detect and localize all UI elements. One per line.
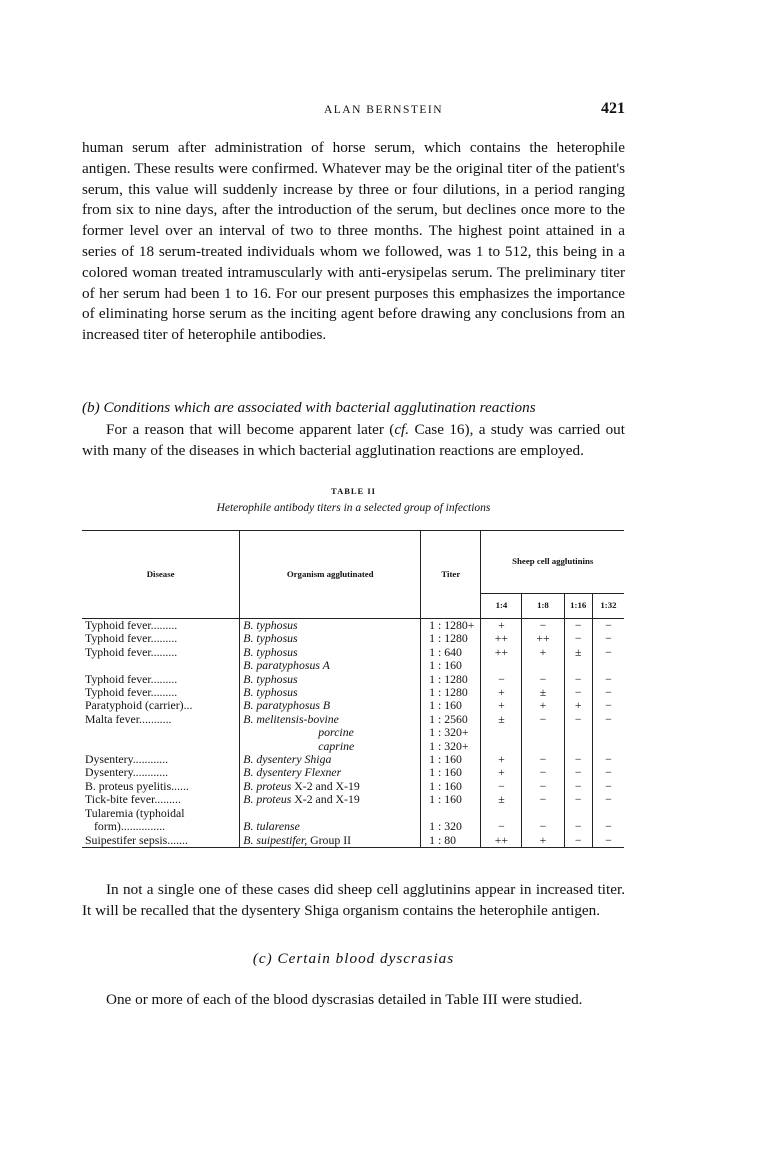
table-row [82, 619, 624, 633]
cell-disease: Tick-bite fever......... [85, 792, 181, 807]
cell-titer: 1 : 1280 [421, 686, 481, 699]
paragraph-1 [82, 138, 625, 346]
cell-disease: Malta fever........... [85, 711, 172, 726]
header-dilution-1-4: 1:4 [481, 594, 522, 619]
cell-titer: 1 : 80 [421, 834, 481, 848]
cell-organism: B. typhosus [240, 646, 421, 659]
cell-1-16: − [564, 619, 592, 633]
cell-organism: B. paratyphosus B [240, 699, 421, 712]
cell-1-8: ++ [522, 632, 564, 645]
cell-1-8: − [522, 619, 564, 633]
cell-1-32: − [592, 713, 624, 726]
header-titer: Titer [421, 531, 481, 619]
cell-1-8: − [522, 753, 564, 766]
cell-1-32: − [592, 780, 624, 793]
table-row [82, 659, 624, 672]
cell-1-32: − [592, 699, 624, 712]
page-number: 421 [601, 100, 625, 117]
cell-1-32: − [592, 632, 624, 645]
cell-1-32 [592, 740, 624, 753]
cell-1-4: ++ [481, 632, 522, 645]
paragraph-2 [82, 420, 625, 462]
table-caption: Heterophile antibody titers in a selected group of infections [216, 502, 491, 514]
cell-1-8: − [522, 713, 564, 726]
cell-1-16: − [564, 632, 592, 645]
cell-disease [82, 726, 240, 739]
cell-1-16 [564, 659, 592, 672]
cell-titer: 1 : 1280 [421, 673, 481, 686]
cell-organism: B. typhosus [240, 632, 421, 645]
cell-disease: Dysentery............ [85, 765, 169, 780]
cell-organism: B. dysentery Flexner [240, 766, 421, 779]
p2-before: For a reason that will become apparent later ( [106, 421, 395, 438]
cell-titer: 1 : 1280 [421, 632, 481, 645]
cell-1-8: ± [522, 686, 564, 699]
cell-titer: 1 : 320+ [421, 726, 481, 739]
cell-1-16: − [564, 713, 592, 726]
cell-1-16: − [564, 780, 592, 793]
cell-1-4: + [481, 686, 522, 699]
organism-roman: X-2 and X-19 [291, 792, 360, 807]
cell-1-8: + [522, 699, 564, 712]
cell-1-16 [564, 726, 592, 739]
table-row [82, 726, 624, 739]
cell-1-16: − [564, 820, 592, 833]
cell-organism [240, 780, 421, 793]
cell-1-8: − [522, 766, 564, 779]
cell-titer: 1 : 640 [421, 646, 481, 659]
cell-organism: porcine [240, 726, 421, 739]
cell-disease: Tularemia (typhoidal [85, 805, 185, 820]
cell-1-16: − [564, 766, 592, 779]
table-row [82, 699, 624, 712]
cell-1-8: − [522, 793, 564, 806]
cell-1-8 [522, 740, 564, 753]
cell-1-32: − [592, 619, 624, 633]
cell-disease: Typhoid fever......... [85, 618, 178, 632]
cell-1-16: − [564, 834, 592, 848]
cell-1-8 [522, 726, 564, 739]
cell-disease: Paratyphoid (carrier)... [85, 698, 193, 713]
cell-titer: 1 : 160 [421, 659, 481, 672]
cell-organism [240, 834, 421, 848]
cell-organism: caprine [240, 740, 421, 753]
header-dilution-1-8: 1:8 [522, 594, 564, 619]
organism-italic: B. proteus [243, 792, 292, 807]
organism-roman: X-2 and X-19 [291, 778, 360, 793]
header-dilution-1-32: 1:32 [592, 594, 624, 619]
subheading-c: (c) Certain blood dyscrasias [252, 950, 455, 967]
cell-1-16: ± [564, 646, 592, 659]
cell-1-16: − [564, 753, 592, 766]
cell-1-4: ± [481, 793, 522, 806]
cell-1-16: − [564, 793, 592, 806]
cell-1-32: − [592, 820, 624, 833]
cell-1-8: − [522, 780, 564, 793]
paragraph-3 [82, 880, 625, 922]
cell-organism [240, 793, 421, 806]
p2-after: Case 16), a study was carried out with many of the diseases in which bacterial agglutination reactions are employed. [82, 421, 625, 459]
header-dilution-1-16: 1:16 [564, 594, 592, 619]
p2-cf: cf. [394, 421, 410, 438]
cell-1-8: + [522, 834, 564, 848]
subheading-b: (b) Conditions which are associated with bacterial agglutination reactions [82, 399, 536, 416]
paragraph-2-text [82, 420, 625, 462]
cell-titer: 1 : 320 [421, 820, 481, 833]
cell-1-32: − [592, 834, 624, 848]
cell-1-16: − [564, 686, 592, 699]
cell-disease: Suipestifer sepsis....... [85, 832, 188, 847]
cell-1-32 [592, 807, 624, 820]
cell-1-8 [522, 807, 564, 820]
table-row [82, 673, 624, 686]
paragraph-4 [82, 990, 625, 1011]
table-row [82, 780, 624, 793]
organism-roman: Group II [307, 832, 352, 847]
cell-1-8: + [522, 646, 564, 659]
cell-1-4: − [481, 820, 522, 833]
cell-1-4 [481, 659, 522, 672]
cell-titer: 1 : 160 [421, 780, 481, 793]
cell-disease [82, 659, 240, 672]
cell-disease: Typhoid fever......... [85, 671, 178, 686]
cell-1-4: − [481, 780, 522, 793]
titer-table [82, 530, 624, 848]
cell-1-4: − [481, 673, 522, 686]
table-row [82, 740, 624, 753]
organism-italic: B. proteus [243, 778, 292, 793]
cell-disease: form)............... [94, 819, 166, 834]
cell-1-4: + [481, 699, 522, 712]
cell-1-32: − [592, 753, 624, 766]
cell-1-4: + [481, 766, 522, 779]
table-row [82, 632, 624, 645]
cell-1-32: − [592, 673, 624, 686]
table-label: TABLE II [331, 486, 376, 496]
cell-1-4: + [481, 753, 522, 766]
cell-1-4: ± [481, 713, 522, 726]
cell-disease: Typhoid fever......... [85, 644, 178, 659]
cell-1-16 [564, 807, 592, 820]
cell-organism: B. paratyphosus A [240, 659, 421, 672]
cell-disease: Dysentery............ [85, 752, 169, 767]
table-row [82, 793, 624, 806]
cell-1-4: ++ [481, 646, 522, 659]
cell-1-32 [592, 726, 624, 739]
cell-organism: B. tularense [240, 820, 421, 833]
cell-1-32 [592, 659, 624, 672]
table-row [82, 753, 624, 766]
cell-1-4 [481, 807, 522, 820]
cell-titer: 1 : 160 [421, 753, 481, 766]
cell-organism: B. typhosus [240, 686, 421, 699]
cell-1-8: − [522, 673, 564, 686]
cell-1-4: ++ [481, 834, 522, 848]
cell-disease: Typhoid fever......... [85, 631, 178, 646]
table-row [82, 820, 624, 833]
table-row [82, 686, 624, 699]
table-row [82, 766, 624, 779]
paragraph-3-text: In not a single one of these cases did sheep cell agglutinins appear in increased titer. It will be recalled that the dysentery Shiga organism contains the heterophile antigen. [82, 881, 625, 919]
cell-organism: B. melitensis-bovine [240, 713, 421, 726]
cell-titer: 1 : 160 [421, 793, 481, 806]
table-row [82, 713, 624, 726]
cell-1-16: − [564, 673, 592, 686]
paragraph-1-text: human serum after administration of horse serum, which contains the heterophile antigen. These results were confirmed. Whatever may be the original titer of the patient's serum, this value will suddenly increase by three or four dilutions, in a period ranging from six to nine days, after the introduction of the serum, but declines once more to the former level over an interval of two to three months. The highest point attained in a series of 18 serum-treated individuals whom we followed, was 1 to 512, this being in a colored woman treated intramuscularly with anti-erysipelas serum. The preliminary titer of her serum had been 1 to 16. For our present purposes this emphasizes the importance of eliminating horse serum as the inciting agent before drawing any conclusions from an increased titer of heterophile antibodies. [82, 139, 625, 344]
header-disease: Disease [82, 531, 240, 619]
cell-1-4 [481, 740, 522, 753]
cell-titer [421, 807, 481, 820]
paragraph-4-text: One or more of each of the blood dyscrasias detailed in Table III were studied. [106, 991, 583, 1008]
table-row [82, 834, 624, 848]
cell-titer: 1 : 1280+ [421, 619, 481, 633]
cell-1-32: − [592, 793, 624, 806]
header-sheep-cell: Sheep cell agglutinins [481, 531, 624, 594]
cell-1-8: − [522, 820, 564, 833]
cell-1-4: + [481, 619, 522, 633]
cell-1-8 [522, 659, 564, 672]
organism-italic: B. suipestifer, [243, 832, 308, 847]
cell-1-32: − [592, 766, 624, 779]
cell-1-4 [481, 726, 522, 739]
cell-organism: B. typhosus [240, 619, 421, 633]
running-title: ALAN BERNSTEIN [323, 104, 444, 116]
cell-titer: 1 : 160 [421, 766, 481, 779]
cell-1-32: − [592, 646, 624, 659]
cell-titer: 1 : 2560 [421, 713, 481, 726]
cell-organism [240, 807, 421, 820]
header-organism: Organism agglutinated [240, 531, 421, 619]
cell-organism: B. dysentery Shiga [240, 753, 421, 766]
cell-disease [82, 740, 240, 753]
cell-1-32: − [592, 686, 624, 699]
cell-organism: B. typhosus [240, 673, 421, 686]
cell-disease: B. proteus pyelitis...... [85, 778, 189, 793]
table-row [82, 646, 624, 659]
cell-1-16 [564, 740, 592, 753]
table-row [82, 807, 624, 820]
cell-1-16: + [564, 699, 592, 712]
cell-titer: 1 : 160 [421, 699, 481, 712]
cell-disease: Typhoid fever......... [85, 685, 178, 700]
cell-titer: 1 : 320+ [421, 740, 481, 753]
